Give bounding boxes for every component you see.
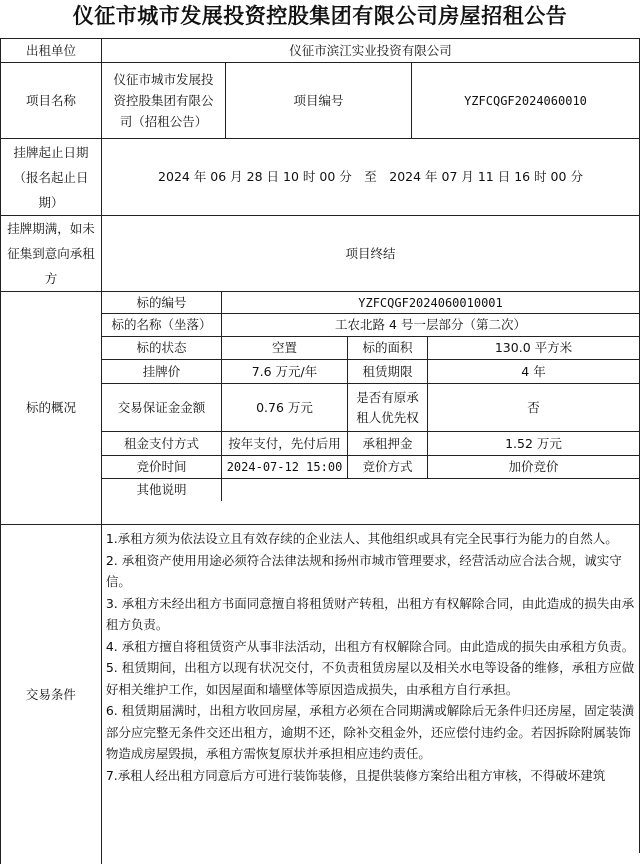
condition-item: 1.承租方须为依法设立且有效存续的企业法人、其他组织或具有完全民事行为能力的自然人。	[105, 531, 618, 546]
area-value: 130.0 平方米	[494, 340, 573, 355]
overview-label: 标的概况	[1, 292, 102, 524]
condition-item: 5. 租赁期间，出租方以现有状况交付，不负责租赁房屋以及相关水电等设备的维修，承租方应做好相关维护工作，如因屋面和墙壁体等原因造成损失，由承租方自行承担。	[105, 660, 635, 697]
condition-item: 3. 承租方未经出租方书面同意擅自将租赁财产转租，出租方有权解除合同，由此造成的损失由承租方负责。	[105, 595, 635, 632]
condition-item: 7.承租人经出租方同意后方可进行装饰装修，且提供装修方案给出租方审核，不得破坏建筑	[105, 767, 606, 783]
other-label: 其他说明	[102, 479, 222, 501]
term-value: 4 年	[521, 363, 546, 379]
lessor-value: 仪征市滨江实业投资有限公司	[102, 39, 640, 62]
row-lessor	[0, 38, 640, 62]
subject-name-label: 标的名称（坐落）	[102, 314, 222, 336]
conditions-label: 交易条件	[1, 525, 102, 864]
row-conditions	[0, 524, 640, 864]
overview-deposit-row	[102, 383, 639, 431]
overview-bid-row	[102, 455, 639, 478]
expiry-value: 项目终结	[102, 216, 640, 291]
condition-item: 6. 租赁期届满时，出租方收回房屋，承租方必须在合同期满或解除后无条件归还房屋，固定装潢部分应完整无条件交还出租方，逾期不还，除补交租金外，还应偿付违约金。若因拆除附属装饰物造成房屋毁损，承租方需恢复原状并承担相应违约责任。	[105, 703, 635, 761]
condition-item: 4. 承租方擅自将租赁资产从事非法活动，出租方有权解除合同。由此造成的损失由承租方负责。	[105, 638, 635, 654]
subject-name: 工农北路 4 号一层部分（第二次）	[335, 317, 526, 332]
security-label: 承租押金	[348, 432, 428, 455]
project-code: YZFCQGF2024060010	[412, 63, 640, 138]
overview-name-row	[102, 313, 639, 336]
overview-code-row	[102, 292, 639, 313]
payment-value: 按年支付，先付后用	[222, 432, 348, 455]
row-project	[0, 62, 640, 138]
overview-payment-row	[102, 431, 639, 455]
area-label: 标的面积	[348, 337, 428, 359]
status-label: 标的状态	[102, 337, 222, 359]
subject-code-label: 标的编号	[102, 292, 222, 313]
overview-status-row	[102, 336, 639, 359]
row-expiry	[0, 215, 640, 291]
price-value: 7.6 万元/年	[222, 360, 348, 383]
project-name: 仪征市城市发展投资控股集团有限公司（招租公告）	[102, 63, 226, 138]
term-label: 租赁期限	[348, 360, 428, 383]
lessor-label: 出租单位	[1, 39, 102, 62]
conditions-list	[102, 525, 640, 853]
page-title: 仪征市城市发展投资控股集团有限公司房屋招租公告	[72, 4, 568, 28]
project-code-label: 项目编号	[226, 63, 412, 138]
price-label: 挂牌价	[102, 360, 222, 383]
payment-label: 租金支付方式	[102, 432, 222, 455]
bid-time-value: 2024-07-12 15:00	[222, 456, 348, 478]
bid-method-value: 加价竞价	[508, 459, 559, 474]
expiry-label: 挂牌期满，如未征集到意向承租方	[1, 216, 102, 291]
project-label: 项目名称	[1, 63, 102, 138]
deposit-label: 交易保证金金额	[102, 384, 222, 431]
deposit-value: 0.76 万元	[222, 384, 348, 431]
overview-price-row	[102, 359, 639, 383]
status-value: 空置	[222, 337, 348, 359]
priority-value: 否	[527, 399, 540, 415]
condition-item: 2. 承租资产使用用途必须符合法律法规和扬州市城市管理要求，经营活动应合法合规，诚实守信。	[105, 552, 622, 589]
overview-grid	[102, 292, 640, 524]
priority-label: 是否有原承租人优先权	[348, 384, 428, 431]
security-value: 1.52 万元	[505, 435, 562, 451]
listing-period-value: 2024 年 06 月 28 日 10 时 00 分 至 2024 年 07 月 11 日 16 时 00 分	[102, 139, 640, 215]
row-listing-period	[0, 138, 640, 215]
overview-other-row	[102, 478, 639, 501]
bid-method-label: 竞价方式	[348, 456, 428, 478]
row-overview	[0, 291, 640, 524]
notice-table	[0, 38, 640, 864]
listing-period-label: 挂牌起止日期（报名起止日期）	[1, 139, 102, 215]
subject-code: YZFCQGF2024060010001	[358, 295, 503, 310]
other-value	[222, 479, 639, 501]
bid-time-label: 竞价时间	[102, 456, 222, 478]
